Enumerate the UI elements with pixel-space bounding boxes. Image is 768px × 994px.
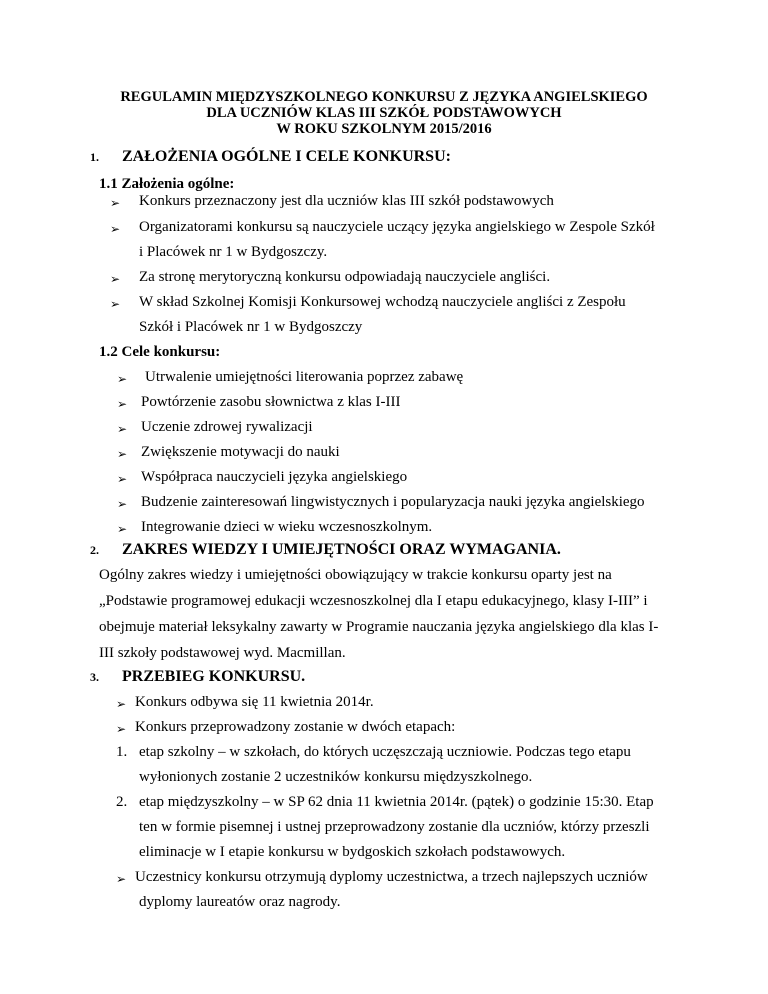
list-item: Konkurs odbywa się 11 kwietnia 2014r. [135, 694, 374, 710]
list-item: Zwiększenie motywacji do nauki [141, 444, 340, 460]
list-item: Konkurs przeznaczony jest dla uczniów klas III szkół podstawowych [139, 193, 554, 209]
section-3-number: 3. [90, 670, 99, 684]
list-item: Utrwalenie umiejętności literowania poprzez zabawę [145, 369, 464, 385]
numbered-item-line: ten w formie pisemnej i ustnej przeprowadzony zostanie dla uczniów, którzy przeszli [139, 819, 650, 835]
bullet-arrow-icon: ➢ [116, 872, 127, 886]
list-item: Powtórzenie zasobu słownictwa z klas I-III [141, 394, 401, 410]
numbered-item-line: wyłonionych zostanie 2 uczestników konkursu międzyszkolnego. [139, 769, 533, 785]
section-3-title: PRZEBIEG KONKURSU. [122, 668, 306, 685]
list-item: Uczestnicy konkursu otrzymują dyplomy uczestnictwa, a trzech najlepszych uczniów [135, 869, 648, 885]
document-title-line-3: W ROKU SZKOLNYM 2015/2016 [276, 121, 492, 137]
bullet-arrow-icon: ➢ [117, 472, 128, 486]
numbered-item-line: etap szkolny – w szkołach, do których uczęszczają uczniowie. Podczas tego etapu [139, 744, 631, 760]
numbered-item-line: eliminacje w I etapie konkursu w bydgoskich szkołach podstawowych. [139, 844, 566, 860]
list-item: Integrowanie dzieci w wieku wczesnoszkolnym. [141, 519, 433, 535]
numbered-item-line: etap międzyszkolny – w SP 62 dnia 11 kwietnia 2014r. (pątek) o godzinie 15:30. Etap [139, 794, 654, 810]
bullet-arrow-icon: ➢ [110, 272, 121, 286]
bullet-arrow-icon: ➢ [117, 447, 128, 461]
section-3-heading [90, 668, 305, 686]
section-1-heading [90, 148, 451, 166]
list-item: W skład Szkolnej Komisji Konkursowej wchodzą nauczyciele angliści z Zespołu [139, 294, 626, 310]
list-item-continuation: i Placówek nr 1 w Bydgoszczy. [139, 244, 328, 260]
list-item: Za stronę merytoryczną konkursu odpowiadają nauczyciele angliści. [139, 269, 551, 285]
list-item: Organizatorami konkursu są nauczyciele uczący języka angielskiego w Zespole Szkół [139, 219, 655, 235]
bullet-arrow-icon: ➢ [116, 697, 127, 711]
section-2-heading [90, 541, 561, 559]
bullet-arrow-icon: ➢ [116, 722, 127, 736]
paragraph-line: obejmuje materiał leksykalny zawarty w Programie nauczania języka angielskiego dla klas I- [99, 619, 659, 635]
bullet-arrow-icon: ➢ [117, 422, 128, 436]
bullet-arrow-icon: ➢ [117, 372, 128, 386]
section-2-title: ZAKRES WIEDZY I UMIEJĘTNOŚCI ORAZ WYMAGANIA. [122, 541, 561, 558]
bullet-arrow-icon: ➢ [110, 297, 121, 311]
paragraph-line: „Podstawie programowej edukacji wczesnoszkolnej dla I etapu edukacyjnego, klasy I-III” i [99, 593, 648, 609]
bullet-arrow-icon: ➢ [117, 397, 128, 411]
subsection-1-2-heading: 1.2 Cele konkursu: [99, 344, 221, 360]
list-item-continuation: dyplomy laureatów oraz nagrody. [139, 894, 341, 910]
bullet-arrow-icon: ➢ [110, 196, 121, 210]
bullet-arrow-icon: ➢ [117, 522, 128, 536]
numbered-item-marker: 2. [116, 794, 128, 810]
list-item-continuation: Szkół i Placówek nr 1 w Bydgoszczy [139, 319, 363, 335]
numbered-item-marker: 1. [116, 744, 128, 760]
section-1-title: ZAŁOŻENIA OGÓLNE I CELE KONKURSU: [122, 148, 451, 165]
list-item: Współpraca nauczycieli języka angielskiego [141, 469, 408, 485]
bullet-arrow-icon: ➢ [117, 497, 128, 511]
section-1-number: 1. [90, 150, 99, 164]
document-title-line-2: DLA UCZNIÓW KLAS III SZKÓŁ PODSTAWOWYCH [206, 105, 562, 121]
document-title-line-1: REGULAMIN MIĘDZYSZKOLNEGO KONKURSU Z JĘZYKA ANGIELSKIEGO [120, 89, 648, 105]
list-item: Budzenie zainteresowań lingwistycznych i popularyzacja nauki języka angielskiego [141, 494, 645, 510]
subsection-1-1-heading: 1.1 Założenia ogólne: [99, 176, 235, 192]
paragraph-line: Ogólny zakres wiedzy i umiejętności obowiązujący w trakcie konkursu oparty jest na [99, 567, 612, 583]
paragraph-line: III szkoły podstawowej wyd. Macmillan. [99, 645, 346, 661]
section-2-number: 2. [90, 543, 99, 557]
list-item: Uczenie zdrowej rywalizacji [141, 419, 313, 435]
list-item: Konkurs przeprowadzony zostanie w dwóch etapach: [135, 719, 456, 735]
bullet-arrow-icon: ➢ [110, 222, 121, 236]
